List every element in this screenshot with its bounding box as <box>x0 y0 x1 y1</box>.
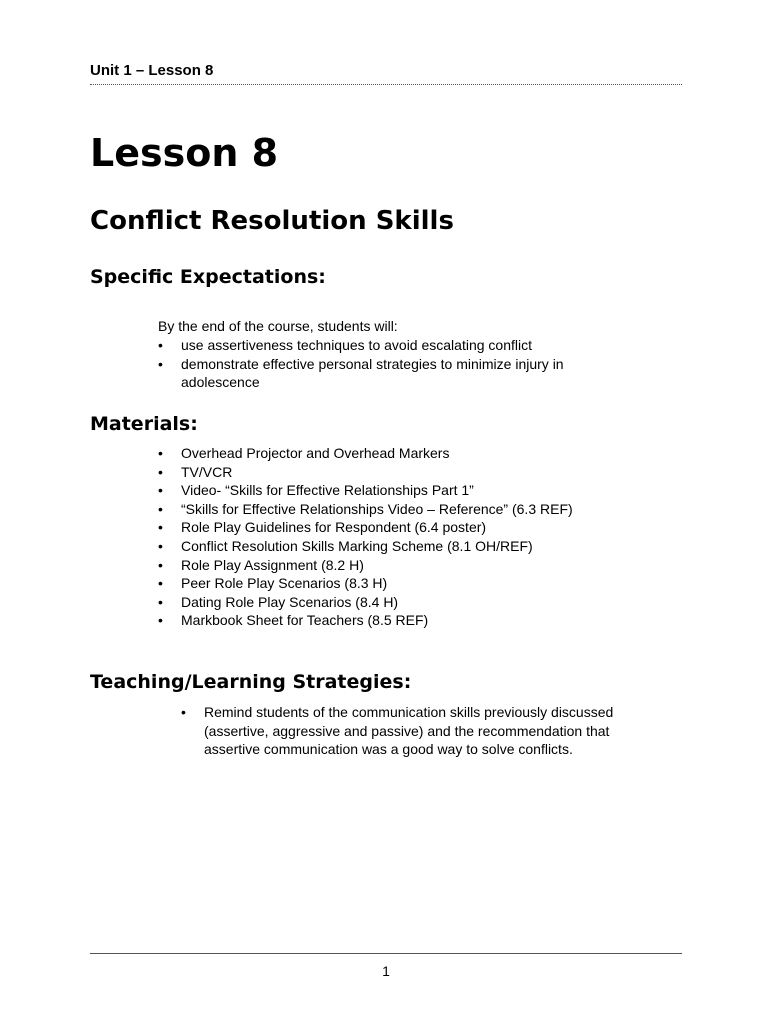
page-footer <box>90 953 682 979</box>
list-item: • demonstrate effective personal strategies to minimize injury in adolescence <box>158 355 618 392</box>
page-number: 1 <box>382 963 390 979</box>
list-item: • Role Play Guidelines for Respondent (6.4 poster) <box>158 518 638 537</box>
list-item: • “Skills for Effective Relationships Video – Reference” (6.3 REF) <box>158 500 638 519</box>
list-item: • Video- “Skills for Effective Relationships Part 1” <box>158 481 638 500</box>
page-header <box>90 60 682 85</box>
header-text: Unit 1 – Lesson 8 <box>90 62 214 79</box>
list-item: • TV/VCR <box>158 463 638 482</box>
list-item: • Role Play Assignment (8.2 H) <box>158 556 638 575</box>
list-item: • Markbook Sheet for Teachers (8.5 REF) <box>158 611 638 630</box>
list-item: • Conflict Resolution Skills Marking Scheme (8.1 OH/REF) <box>158 537 638 556</box>
materials-list <box>158 444 638 630</box>
lesson-subtitle: Conflict Resolution Skills <box>90 206 454 236</box>
expectations-intro: By the end of the course, students will: <box>158 318 398 334</box>
expectations-heading: Specific Expectations: <box>90 266 326 288</box>
list-item: • Remind students of the communication skills previously discussed (assertive, aggressive and passive) and the recommendation that assertive communication was a good way to solve conflicts. <box>181 703 661 759</box>
lesson-title: Lesson 8 <box>90 131 279 175</box>
list-item: • use assertiveness techniques to avoid escalating conflict <box>158 336 618 355</box>
expectations-list <box>158 336 618 392</box>
teaching-heading: Teaching/Learning Strategies: <box>90 671 412 693</box>
teaching-list <box>181 703 661 759</box>
list-item: • Overhead Projector and Overhead Markers <box>158 444 638 463</box>
list-item: • Peer Role Play Scenarios (8.3 H) <box>158 574 638 593</box>
materials-heading: Materials: <box>90 413 198 435</box>
list-item: • Dating Role Play Scenarios (8.4 H) <box>158 593 638 612</box>
